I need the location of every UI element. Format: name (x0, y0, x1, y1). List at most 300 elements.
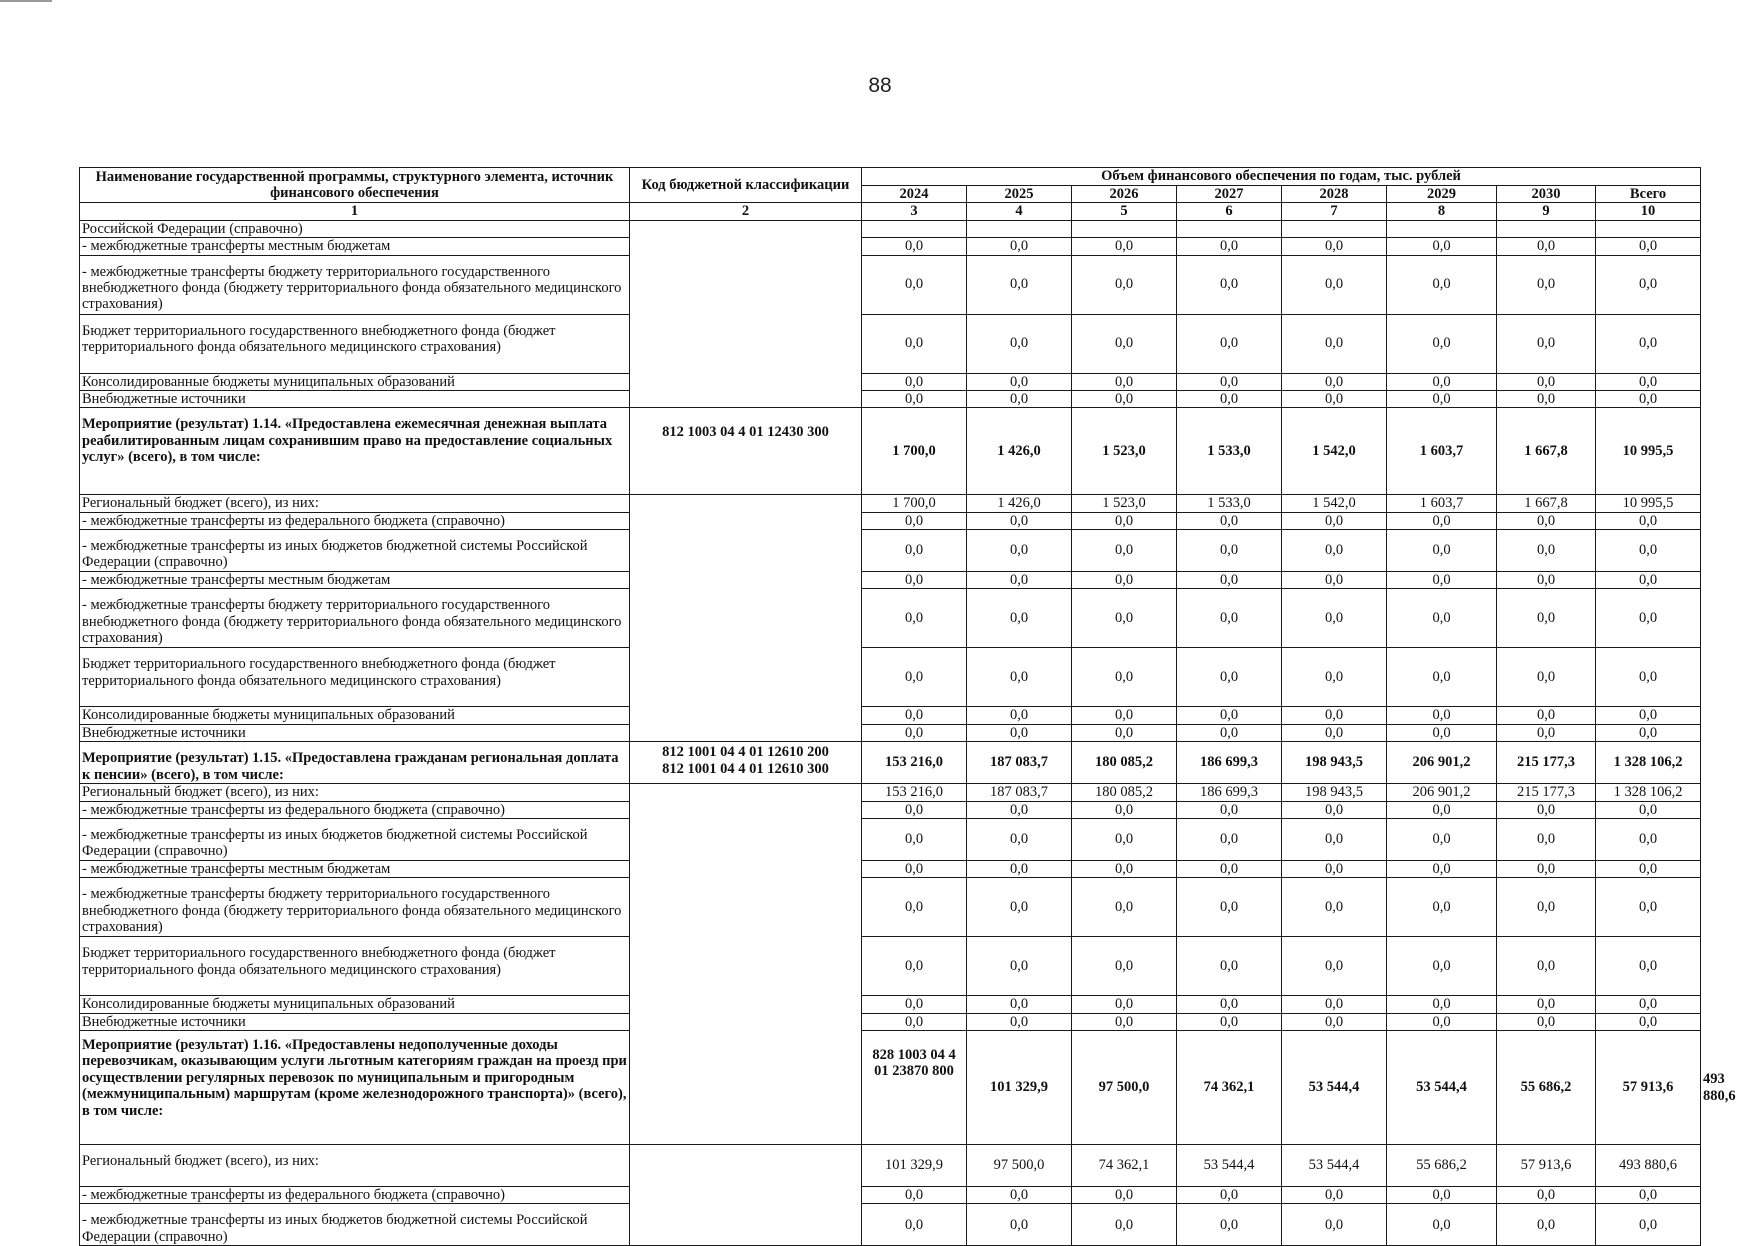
source-name-cell: - межбюджетные трансферты из иных бюджетов бюджетной системы Российской Федерации (справочно) (80, 530, 630, 572)
total-value-cell: 10 995,5 (1596, 408, 1701, 495)
year-value-cell: 0,0 (967, 937, 1072, 996)
year-value-cell: 0,0 (862, 512, 967, 529)
year-value-cell: 1 667,8 (1497, 495, 1596, 512)
budget-code: 812 1003 04 4 01 12430 300 (662, 424, 829, 441)
year-value-cell: 0,0 (1282, 589, 1387, 648)
year-value-cell: 0,0 (1387, 238, 1497, 255)
table-row (80, 390, 1701, 407)
year-value-cell: 0,0 (1282, 238, 1387, 255)
header-year: 2028 (1282, 186, 1387, 203)
year-value-cell (1497, 220, 1596, 237)
year-value-cell: 53 544,4 (1282, 1145, 1387, 1187)
year-value-cell: 0,0 (1072, 860, 1177, 877)
year-value-cell: 0,0 (862, 1013, 967, 1030)
year-value-cell: 0,0 (1497, 238, 1596, 255)
funding-table-container (79, 167, 1736, 1246)
total-value-cell: 0,0 (1596, 996, 1701, 1013)
year-value-cell: 0,0 (967, 724, 1072, 741)
year-value-cell: 0,0 (967, 648, 1072, 707)
year-value-cell: 0,0 (1072, 801, 1177, 818)
table-row (80, 1187, 1701, 1204)
year-value-cell: 0,0 (967, 572, 1072, 589)
source-name-cell: - межбюджетные трансферты местным бюджетам (80, 572, 630, 589)
total-value-cell: 0,0 (1596, 589, 1701, 648)
total-value-cell: 0,0 (1596, 255, 1701, 314)
column-number: 1 (80, 203, 630, 220)
year-value-cell: 187 083,7 (967, 784, 1072, 801)
source-name-cell: Консолидированные бюджеты муниципальных образований (80, 707, 630, 724)
year-value-cell: 1 426,0 (967, 408, 1072, 495)
table-row (80, 255, 1701, 314)
year-value-cell: 0,0 (1072, 238, 1177, 255)
year-value-cell: 0,0 (1387, 878, 1497, 937)
source-name-cell: Бюджет территориального государственного внебюджетного фонда (бюджет территориального фонда обязательного медицинского страхования) (80, 648, 630, 707)
table-body (80, 220, 1736, 1246)
year-value-cell: 0,0 (1072, 1204, 1177, 1246)
year-value-cell: 0,0 (967, 238, 1072, 255)
year-value-cell: 0,0 (1072, 255, 1177, 314)
year-value-cell: 0,0 (967, 314, 1072, 373)
table-row (80, 220, 1701, 237)
year-value-cell: 0,0 (1387, 512, 1497, 529)
year-value-cell: 0,0 (1282, 818, 1387, 860)
year-value-cell: 97 500,0 (967, 1145, 1072, 1187)
year-value-cell: 0,0 (1282, 878, 1387, 937)
total-value-cell (1596, 220, 1701, 237)
table-row (80, 373, 1701, 390)
header-row-top (80, 168, 1701, 186)
year-value-cell: 53 544,4 (1177, 1145, 1282, 1187)
year-value-cell: 0,0 (1282, 724, 1387, 741)
year-value-cell: 1 426,0 (967, 495, 1072, 512)
year-value-cell: 0,0 (862, 1187, 967, 1204)
header-year: 2030 (1497, 186, 1596, 203)
year-value-cell: 0,0 (862, 373, 967, 390)
year-value-cell: 0,0 (1072, 818, 1177, 860)
year-value-cell: 0,0 (1177, 512, 1282, 529)
year-value-cell: 0,0 (1072, 878, 1177, 937)
year-value-cell: 0,0 (967, 255, 1072, 314)
year-value-cell: 0,0 (1177, 801, 1282, 818)
year-value-cell: 0,0 (967, 801, 1072, 818)
year-value-cell: 0,0 (1497, 1187, 1596, 1204)
year-value-cell: 0,0 (1497, 373, 1596, 390)
code-cell-empty (630, 495, 862, 742)
year-value-cell: 0,0 (1387, 996, 1497, 1013)
year-value-cell (1387, 220, 1497, 237)
year-value-cell: 0,0 (1072, 589, 1177, 648)
year-value-cell: 0,0 (1497, 572, 1596, 589)
year-value-cell: 0,0 (862, 255, 967, 314)
year-value-cell: 0,0 (1282, 572, 1387, 589)
column-number: 4 (967, 203, 1072, 220)
year-value-cell: 180 085,2 (1072, 742, 1177, 784)
year-value-cell: 1 603,7 (1387, 408, 1497, 495)
year-value-cell: 0,0 (1497, 255, 1596, 314)
year-value-cell: 0,0 (862, 589, 967, 648)
table-row (80, 801, 1701, 818)
total-value-cell: 0,0 (1596, 724, 1701, 741)
year-value-cell: 0,0 (1177, 860, 1282, 877)
column-number: 10 (1596, 203, 1701, 220)
year-value-cell: 0,0 (967, 512, 1072, 529)
year-value-cell: 0,0 (1072, 512, 1177, 529)
table-row (80, 937, 1701, 996)
budget-code: 828 1003 04 4 01 23870 800 (872, 1047, 956, 1080)
year-value-cell: 1 700,0 (862, 495, 967, 512)
year-value-cell: 0,0 (1282, 860, 1387, 877)
year-value-cell: 0,0 (1072, 314, 1177, 373)
year-value-cell: 0,0 (1072, 572, 1177, 589)
year-value-cell: 0,0 (1282, 1204, 1387, 1246)
total-value-cell: 0,0 (1596, 937, 1701, 996)
total-value-cell: 0,0 (1596, 373, 1701, 390)
year-value-cell: 0,0 (1497, 801, 1596, 818)
table-row (80, 784, 1701, 801)
year-value-cell: 198 943,5 (1282, 742, 1387, 784)
year-value-cell: 0,0 (862, 996, 967, 1013)
year-value-cell: 0,0 (1387, 648, 1497, 707)
source-name-cell: - межбюджетные трансферты из федерального бюджета (справочно) (80, 801, 630, 818)
year-value-cell: 0,0 (862, 707, 967, 724)
source-name-cell: - межбюджетные трансферты из федерального бюджета (справочно) (80, 512, 630, 529)
header-year: 2026 (1072, 186, 1177, 203)
year-value-cell: 0,0 (1387, 724, 1497, 741)
year-value-cell: 0,0 (967, 707, 1072, 724)
year-value-cell: 0,0 (967, 1013, 1072, 1030)
source-name-cell: - межбюджетные трансферты местным бюджетам (80, 238, 630, 255)
year-value-cell: 0,0 (1177, 530, 1282, 572)
year-value-cell: 1 533,0 (1177, 495, 1282, 512)
table-row (80, 818, 1701, 860)
year-value-cell: 0,0 (862, 648, 967, 707)
year-value-cell: 53 544,4 (1387, 1031, 1497, 1145)
year-value-cell: 0,0 (1497, 707, 1596, 724)
total-value-cell: 0,0 (1596, 314, 1701, 373)
year-value-cell: 0,0 (1282, 1013, 1387, 1030)
column-number: 7 (1282, 203, 1387, 220)
year-value-cell: 187 083,7 (967, 742, 1072, 784)
total-value-cell: 1 328 106,2 (1596, 742, 1701, 784)
year-value-cell: 1 523,0 (1072, 408, 1177, 495)
source-name-cell: Региональный бюджет (всего), из них: (80, 495, 630, 512)
year-value-cell: 0,0 (1387, 937, 1497, 996)
activity-name-cell: Мероприятие (результат) 1.15. «Предоставлена гражданам региональная доплата к пенсии» (всего), в том числе: (80, 742, 630, 784)
year-value-cell: 53 544,4 (1282, 1031, 1387, 1145)
year-value-cell: 186 699,3 (1177, 742, 1282, 784)
year-value-cell: 0,0 (1387, 1204, 1497, 1246)
year-value-cell: 206 901,2 (1387, 742, 1497, 784)
year-value-cell: 0,0 (1072, 373, 1177, 390)
year-value-cell: 0,0 (1497, 530, 1596, 572)
source-name-cell: Региональный бюджет (всего), из них: (80, 1145, 630, 1187)
source-name-cell: Внебюджетные источники (80, 390, 630, 407)
header-year: 2024 (862, 186, 967, 203)
year-value-cell: 0,0 (1072, 996, 1177, 1013)
total-value-cell: 0,0 (1596, 390, 1701, 407)
total-value-cell: 0,0 (1596, 1204, 1701, 1246)
year-value-cell: 0,0 (1387, 530, 1497, 572)
table-row (80, 512, 1701, 529)
header-name-column: Наименование государственной программы, структурного элемента, источник финансового обеспечения (80, 168, 630, 203)
total-value-cell: 0,0 (1596, 878, 1701, 937)
year-value-cell: 0,0 (967, 589, 1072, 648)
year-value-cell: 0,0 (1072, 648, 1177, 707)
year-value-cell: 0,0 (1072, 707, 1177, 724)
table-row (80, 589, 1701, 648)
year-value-cell: 0,0 (862, 724, 967, 741)
source-name-cell: - межбюджетные трансферты бюджету территориального государственного внебюджетного фонда (бюджету территориального фонда обязательного медицинского страхования) (80, 589, 630, 648)
year-value-cell: 0,0 (1387, 589, 1497, 648)
total-value-cell: 0,0 (1596, 860, 1701, 877)
source-name-cell: - межбюджетные трансферты бюджету территориального государственного внебюджетного фонда (бюджету территориального фонда обязательного медицинского страхования) (80, 255, 630, 314)
year-value-cell: 0,0 (1177, 390, 1282, 407)
year-value-cell: 1 542,0 (1282, 408, 1387, 495)
table-row (80, 314, 1701, 373)
year-value-cell: 0,0 (862, 1204, 967, 1246)
header-year: 2029 (1387, 186, 1497, 203)
year-value-cell: 1 542,0 (1282, 495, 1387, 512)
year-value-cell: 0,0 (1387, 255, 1497, 314)
year-value-cell: 0,0 (1177, 818, 1282, 860)
year-value-cell: 0,0 (1282, 937, 1387, 996)
year-value-cell: 0,0 (1387, 860, 1497, 877)
total-value-cell: 0,0 (1596, 530, 1701, 572)
year-value-cell (967, 220, 1072, 237)
year-value-cell: 1 533,0 (1177, 408, 1282, 495)
year-value-cell: 0,0 (862, 238, 967, 255)
year-value-cell: 0,0 (1387, 801, 1497, 818)
year-value-cell: 0,0 (1072, 1013, 1177, 1030)
year-value-cell (1072, 220, 1177, 237)
year-value-cell: 0,0 (1177, 707, 1282, 724)
year-value-cell: 57 913,6 (1596, 1031, 1701, 1145)
total-value-cell: 0,0 (1596, 818, 1701, 860)
year-value-cell: 0,0 (1497, 648, 1596, 707)
year-value-cell: 0,0 (1282, 707, 1387, 724)
header-total: Всего (1596, 186, 1701, 203)
year-value-cell: 0,0 (1177, 1187, 1282, 1204)
year-value-cell: 101 329,9 (967, 1031, 1072, 1145)
year-value-cell: 0,0 (862, 314, 967, 373)
total-value-cell: 0,0 (1596, 1013, 1701, 1030)
year-value-cell: 0,0 (1177, 1204, 1282, 1246)
year-value-cell: 0,0 (967, 1187, 1072, 1204)
year-value-cell: 215 177,3 (1497, 784, 1596, 801)
source-name-cell: Бюджет территориального государственного внебюджетного фонда (бюджет территориального фонда обязательного медицинского страхования) (80, 937, 630, 996)
total-value-cell: 0,0 (1596, 707, 1701, 724)
year-value-cell: 180 085,2 (1072, 784, 1177, 801)
year-value-cell: 0,0 (1497, 818, 1596, 860)
year-value-cell: 0,0 (967, 1204, 1072, 1246)
year-value-cell: 0,0 (1177, 648, 1282, 707)
year-value-cell: 0,0 (967, 818, 1072, 860)
column-number: 9 (1497, 203, 1596, 220)
source-name-cell: - межбюджетные трансферты бюджету территориального государственного внебюджетного фонда (бюджету территориального фонда обязательного медицинского страхования) (80, 878, 630, 937)
year-value-cell: 55 686,2 (1497, 1031, 1596, 1145)
table-row (80, 648, 1701, 707)
header-year: 2027 (1177, 186, 1282, 203)
year-value-cell: 0,0 (1497, 1204, 1596, 1246)
year-value-cell: 0,0 (1497, 860, 1596, 877)
year-value-cell: 0,0 (1282, 530, 1387, 572)
year-value-cell: 215 177,3 (1497, 742, 1596, 784)
source-name-cell: Внебюджетные источники (80, 1013, 630, 1030)
year-value-cell: 0,0 (1072, 1187, 1177, 1204)
year-value-cell: 0,0 (862, 818, 967, 860)
year-value-cell: 0,0 (1387, 314, 1497, 373)
year-value-cell: 0,0 (1282, 373, 1387, 390)
year-value-cell: 0,0 (1072, 937, 1177, 996)
table-row (80, 878, 1701, 937)
source-name-cell: - межбюджетные трансферты из федерального бюджета (справочно) (80, 1187, 630, 1204)
budget-code-cell (630, 742, 862, 784)
year-value-cell: 0,0 (1282, 1187, 1387, 1204)
scan-edge-mark (0, 0, 52, 2)
header-code-column: Код бюджетной классификации (630, 168, 862, 203)
year-value-cell: 0,0 (1177, 255, 1282, 314)
year-value-cell: 0,0 (1387, 818, 1497, 860)
activity-row (80, 408, 1701, 495)
year-value-cell: 0,0 (1497, 314, 1596, 373)
year-value-cell: 0,0 (1497, 878, 1596, 937)
column-number: 8 (1387, 203, 1497, 220)
year-value-cell: 0,0 (862, 390, 967, 407)
header-row-numbers (80, 203, 1701, 220)
year-value-cell: 0,0 (1177, 373, 1282, 390)
header-volume-group: Объем финансового обеспечения по годам, тыс. рублей (862, 168, 1701, 186)
year-value-cell: 0,0 (1282, 648, 1387, 707)
year-value-cell: 0,0 (1282, 390, 1387, 407)
year-value-cell: 0,0 (862, 801, 967, 818)
activity-row (80, 742, 1701, 784)
year-value-cell: 0,0 (862, 530, 967, 572)
activity-row: Мероприятие (результат) 1.16. «Предоставлены недополученные доходы перевозчикам, оказывающим услуги льготным категориям граждан на проезд при осуществлении регулярных перевозок по муниципальным и пригородным (межмуниципальным) маршрутам (кроме железнодорожного транспорта)» (всего), в том числе: 828 1003 04 4 01 23870 800 101 329,9 97 500,0 74 362,1 53 544,4 53 544,4 55 686,2 57 913,6 493 880,6 (80, 1031, 1701, 1145)
year-value-cell: 0,0 (967, 996, 1072, 1013)
year-value-cell (1282, 220, 1387, 237)
source-name-cell: Внебюджетные источники (80, 724, 630, 741)
total-value-cell: 0,0 (1596, 648, 1701, 707)
table-row (80, 724, 1701, 741)
budget-code-cell (630, 408, 862, 495)
year-value-cell: 153 216,0 (862, 742, 967, 784)
code-cell-empty (630, 784, 862, 1145)
year-value-cell: 0,0 (862, 878, 967, 937)
year-value-cell: 0,0 (1072, 390, 1177, 407)
year-value-cell: 0,0 (1497, 390, 1596, 407)
year-value-cell: 0,0 (1497, 937, 1596, 996)
table-row (80, 996, 1701, 1013)
table-row (80, 530, 1701, 572)
activity-name-cell: Мероприятие (результат) 1.16. «Предоставлены недополученные доходы перевозчикам, оказывающим услуги льготным категориям граждан на проезд при осуществлении регулярных перевозок по муниципальным и пригородным (межмуниципальным) маршрутам (кроме железнодорожного транспорта)» (всего), в том числе: (80, 1031, 630, 1145)
year-value-cell: 74 362,1 (1072, 1145, 1177, 1187)
table-row (80, 495, 1701, 512)
table-row (80, 860, 1701, 877)
year-value-cell: 0,0 (1497, 512, 1596, 529)
year-value-cell: 0,0 (1177, 996, 1282, 1013)
year-value-cell: 0,0 (1282, 512, 1387, 529)
total-value-cell: 0,0 (1596, 512, 1701, 529)
year-value-cell: 0,0 (1177, 238, 1282, 255)
year-value-cell: 0,0 (1177, 314, 1282, 373)
total-value-cell: 0,0 (1596, 1187, 1701, 1204)
year-value-cell: 0,0 (1177, 937, 1282, 996)
activity-name-cell: Мероприятие (результат) 1.14. «Предоставлена ежемесячная денежная выплата реабилитированным лицам сохранившим право на предоставление социальных услуг» (всего), в том числе: (80, 408, 630, 495)
column-number: 5 (1072, 203, 1177, 220)
total-value-cell: 0,0 (1596, 801, 1701, 818)
year-value-cell: 153 216,0 (862, 784, 967, 801)
total-value-cell: 0,0 (1596, 238, 1701, 255)
year-value-cell: 0,0 (1282, 996, 1387, 1013)
year-value-cell: 0,0 (1177, 1013, 1282, 1030)
year-value-cell: 57 913,6 (1497, 1145, 1596, 1187)
source-name-cell: Консолидированные бюджеты муниципальных образований (80, 373, 630, 390)
budget-code-cell (862, 1031, 967, 1145)
year-value-cell: 0,0 (862, 860, 967, 877)
year-value-cell: 0,0 (1282, 801, 1387, 818)
total-value-cell: 493 880,6 (1596, 1145, 1701, 1187)
source-name-cell: Региональный бюджет (всего), из них: (80, 784, 630, 801)
year-value-cell: 0,0 (1387, 1013, 1497, 1030)
total-value-cell: 0,0 (1596, 572, 1701, 589)
year-value-cell: 0,0 (1497, 996, 1596, 1013)
source-name-cell: Российской Федерации (справочно) (80, 220, 630, 237)
budget-code: 812 1001 04 4 01 12610 300 (662, 760, 829, 777)
year-value-cell: 0,0 (967, 373, 1072, 390)
year-value-cell: 0,0 (1497, 589, 1596, 648)
total-value-cell: 10 995,5 (1596, 495, 1701, 512)
year-value-cell: 0,0 (967, 530, 1072, 572)
year-value-cell: 1 523,0 (1072, 495, 1177, 512)
year-value-cell: 0,0 (1387, 572, 1497, 589)
table-row (80, 1145, 1701, 1187)
year-value-cell (1177, 220, 1282, 237)
code-cell-empty (630, 1145, 862, 1246)
year-value-cell: 0,0 (1177, 724, 1282, 741)
year-value-cell (862, 220, 967, 237)
year-value-cell: 0,0 (1282, 314, 1387, 373)
year-value-cell: 206 901,2 (1387, 784, 1497, 801)
column-number: 2 (630, 203, 862, 220)
year-value-cell: 1 700,0 (862, 408, 967, 495)
year-value-cell: 198 943,5 (1282, 784, 1387, 801)
source-name-cell: - межбюджетные трансферты из иных бюджетов бюджетной системы Российской Федерации (справочно) (80, 818, 630, 860)
source-name-cell: - межбюджетные трансферты из иных бюджетов бюджетной системы Российской Федерации (справочно) (80, 1204, 630, 1246)
year-value-cell: 0,0 (1177, 589, 1282, 648)
year-value-cell: 0,0 (1072, 530, 1177, 572)
source-name-cell: - межбюджетные трансферты местным бюджетам (80, 860, 630, 877)
table-row (80, 572, 1701, 589)
column-number: 3 (862, 203, 967, 220)
funding-table (79, 167, 1736, 1246)
year-value-cell: 0,0 (1387, 707, 1497, 724)
year-value-cell: 0,0 (967, 860, 1072, 877)
year-value-cell: 101 329,9 (862, 1145, 967, 1187)
year-value-cell: 0,0 (1387, 390, 1497, 407)
column-number: 6 (1177, 203, 1282, 220)
year-value-cell: 0,0 (1282, 255, 1387, 314)
year-value-cell: 97 500,0 (1072, 1031, 1177, 1145)
year-value-cell: 0,0 (862, 937, 967, 996)
year-value-cell: 0,0 (1387, 373, 1497, 390)
header-year: 2025 (967, 186, 1072, 203)
table-row (80, 238, 1701, 255)
page-number: 88 (868, 74, 892, 97)
table-row (80, 707, 1701, 724)
year-value-cell: 1 667,8 (1497, 408, 1596, 495)
year-value-cell: 74 362,1 (1177, 1031, 1282, 1145)
table-row (80, 1204, 1701, 1246)
